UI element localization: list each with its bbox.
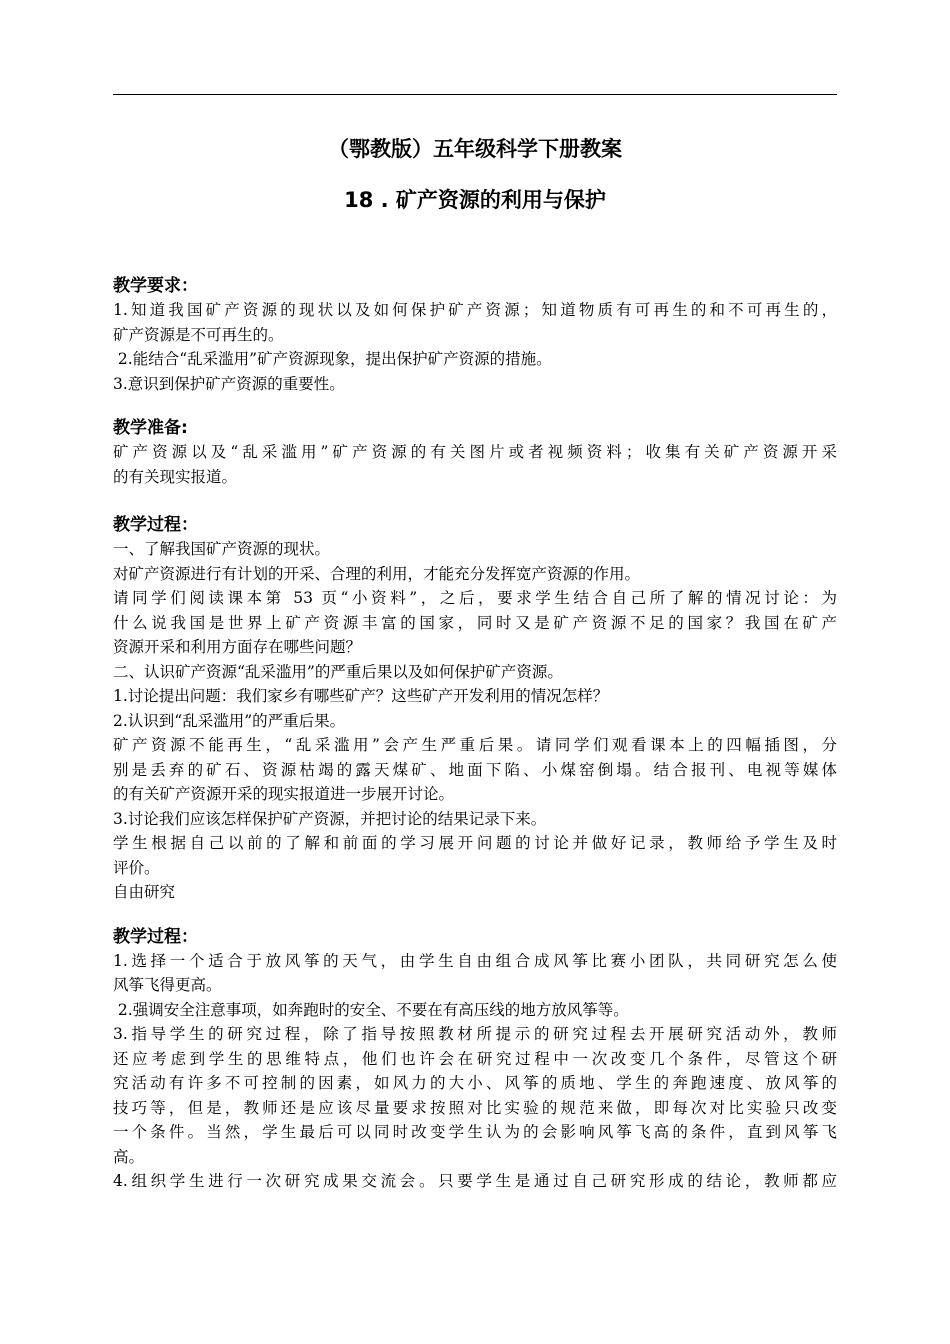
section-heading-requirements: 教学要求： <box>113 276 198 296</box>
paragraph-line: 3.讨论我们应该怎样保护矿产资源，并把讨论的结果记录下来。 <box>113 809 547 828</box>
paragraph-line: 4.组织学生进行一次研究成果交流会。只要学生是通过自己研究形成的结论，教师都应 <box>113 1172 837 1190</box>
paragraph-line: 学生根据自己以前的了解和前面的学习展开问题的讨论并做好记录，教师给予学生及时 <box>113 834 837 852</box>
paragraph-line: 究活动有许多不可控制的因素，如风力的大小、风筝的质地、学生的奔跑速度、放风筝的 <box>113 1074 837 1092</box>
paragraph-line: 的有关现实报道。 <box>113 467 238 486</box>
paragraph-line: 1.讨论提出问题：我们家乡有哪些矿产？这些矿产开发利用的情况怎样？ <box>113 687 609 705</box>
section-heading-preparation: 教学准备: <box>113 418 188 438</box>
paragraph-line: 1.知道我国矿产资源的现状以及如何保护矿产资源；知道物质有可再生的和不可再生的， <box>113 301 837 319</box>
paragraph-line: 一个条件。当然，学生最后可以同时改变学生认为的会影响风筝飞高的条件，直到风筝飞 <box>113 1123 837 1141</box>
paragraph-line: 二、认识矿产资源“乱采滥用”的严重后果以及如何保护矿产资源。 <box>113 662 563 681</box>
section-heading-process-2: 教学过程： <box>113 926 198 947</box>
paragraph-line: 的有关矿产资源开采的现实报道进一步展开讨论。 <box>113 785 455 803</box>
paragraph-line: 矿产资源以及“乱采滥用”矿产资源的有关图片或者视频资料；收集有关矿产资源开采 <box>113 443 837 461</box>
document-body <box>113 274 837 1194</box>
paragraph-line: 技巧等，但是，教师还是应该尽量要求按照对比实验的规范来做，即每次对比实验只改变 <box>113 1098 837 1117</box>
paragraph-line: 2.认识到“乱采滥用”的严重后果。 <box>113 711 346 730</box>
lesson-title: 18 . 矿产资源的利用与保护 <box>344 188 606 212</box>
paragraph-line: 2.能结合“乱采滥用”矿产资源现象，提出保护矿产资源的措施。 <box>113 350 552 368</box>
paragraph-line: 风筝飞得更高。 <box>113 976 222 994</box>
paragraph-line: 矿产资源不能再生，“乱采滥用”会产生严重后果。请同学们观看课本上的四幅插图，分 <box>113 736 837 754</box>
header-rule <box>113 94 837 95</box>
paragraph-line: 1.选择一个适合于放风筝的天气，由学生自由组合成风筝比赛小团队，共同研究怎么使 <box>113 951 837 970</box>
paragraph-line: 3.指导学生的研究过程，除了指导按照教材所提示的研究过程去开展研究活动外，教师 <box>113 1025 837 1043</box>
paragraph-line: 一、了解我国矿产资源的现状。 <box>113 540 331 558</box>
paragraph-line: 什么说我国是世界上矿产资源丰富的国家，同时又是矿产资源不足的国家？我国在矿产 <box>113 613 837 632</box>
paragraph-line: 还应考虑到学生的思维特点，他们也许会在研究过程中一次改变几个条件，尽管这个研 <box>113 1049 837 1068</box>
paragraph-line: 资源开采和利用方面存在哪些问题？ <box>113 638 362 656</box>
paragraph-line: 矿产资源是不可再生的。 <box>113 325 284 344</box>
paragraph-line: 自由研究 <box>113 883 176 901</box>
paragraph-line: 高。 <box>113 1147 145 1166</box>
section-heading-process: 教学过程： <box>113 515 198 535</box>
document-title: （鄂教版）五年级科学下册教案 <box>328 137 622 161</box>
paragraph-line: 别是丢弃的矿石、资源枯竭的露天煤矿、地面下陷、小煤窑倒塌。结合报刊、电视等媒体 <box>113 760 837 779</box>
paragraph-line: 3.意识到保护矿产资源的重要性。 <box>113 374 345 393</box>
paragraph-line: 对矿产资源进行有计划的开采、合理的利用，才能充分发挥宽产资源的作用。 <box>113 564 641 583</box>
paragraph-line: 2.强调安全注意事项，如奔跑时的安全、不要在有高压线的地方放风筝等。 <box>113 1000 629 1019</box>
paragraph-line: 请同学们阅读课本第 53 页“小资料”，之后，要求学生结合自己所了解的情况讨论：为 <box>113 589 837 607</box>
paragraph-line: 评价。 <box>113 858 160 877</box>
